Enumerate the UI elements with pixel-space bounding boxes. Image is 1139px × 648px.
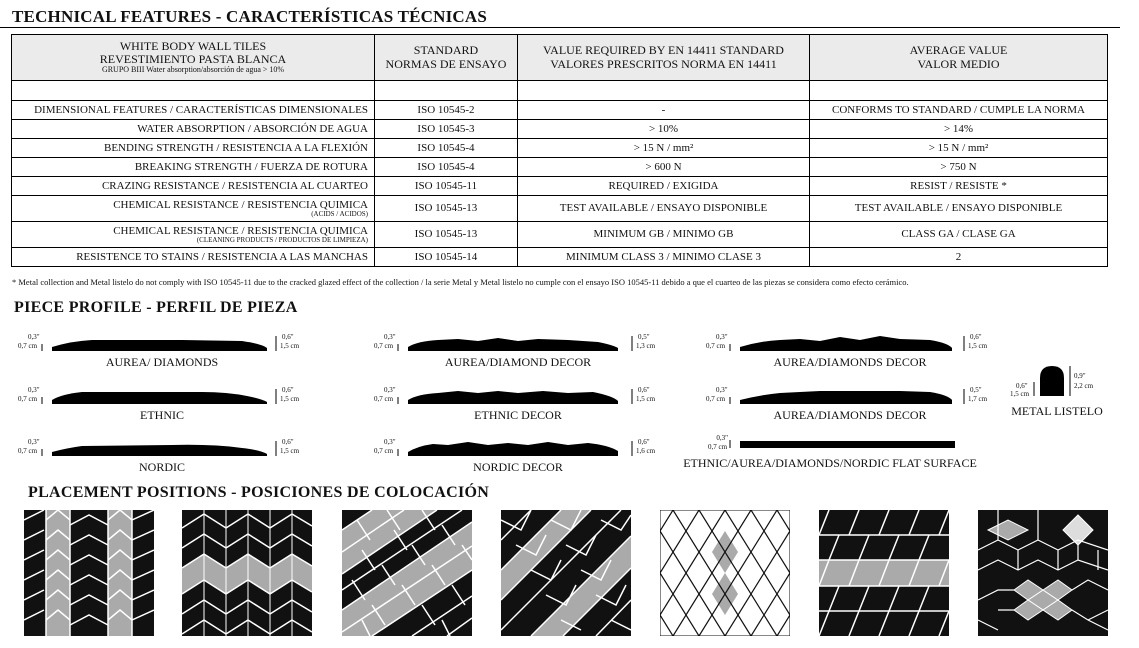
feature-text: CHEMICAL RESISTANCE / RESISTENCIA QUIMICA — [113, 198, 368, 211]
profile-shape — [12, 384, 312, 408]
right-inch: 0,6" — [282, 438, 294, 446]
average-cell: CLASS GA / CLASE GA — [810, 222, 1108, 248]
table-row — [12, 248, 1108, 267]
flat-left-cm: 0,7 cm — [708, 443, 728, 451]
profile-silhouette — [408, 391, 618, 404]
standard-cell: ISO 10545-11 — [375, 177, 518, 196]
profile-silhouette — [52, 392, 267, 404]
table-row — [12, 196, 1108, 222]
table-row — [12, 101, 1108, 120]
technical-features-table — [11, 34, 1108, 267]
header-col2-line1: STANDARD — [413, 43, 479, 58]
profile-item — [368, 384, 668, 428]
feature-cell: RESISTENCE TO STAINS / RESISTENCIA A LAS MANCHAS — [12, 248, 375, 267]
average-cell: > 15 N / mm² — [810, 139, 1108, 158]
profile-shape — [12, 331, 312, 355]
header-standard — [375, 35, 518, 81]
left-cm: 0,7 cm — [18, 447, 38, 455]
standard-cell: ISO 10545-14 — [375, 248, 518, 267]
header-average-value — [810, 35, 1108, 81]
profile-label: AUREA/DIAMOND DECOR — [444, 355, 592, 369]
pattern-star-cube — [978, 510, 1108, 636]
left-inch: 0,3" — [384, 333, 396, 341]
right-cm: 1,7 cm — [968, 395, 988, 403]
right-cm: 1,5 cm — [280, 447, 300, 455]
average-cell: CONFORMS TO STANDARD / CUMPLE LA NORMA — [810, 101, 1108, 120]
feature-subtext: (ACIDS / ACIDOS) — [311, 210, 368, 219]
right-cm: 1,5 cm — [280, 395, 300, 403]
header-col2-line2: NORMAS DE ENSAYO — [385, 56, 507, 71]
table-row — [12, 139, 1108, 158]
profile-shape — [368, 331, 668, 355]
feature-cell: BREAKING STRENGTH / FUERZA DE ROTURA — [12, 158, 375, 177]
header-col3-line2: VALORES PRESCRITOS NORMA EN 14411 — [550, 56, 777, 71]
feature-subtext: (CLEANING PRODUCTS / PRODUCTOS DE LIMPIEZA) — [196, 236, 368, 245]
feature-cell: DIMENSIONAL FEATURES / CARACTERÍSTICAS DIMENSIONALES — [12, 101, 375, 120]
profile-label: AUREA/DIAMONDS DECOR — [773, 408, 927, 422]
profile-silhouette — [408, 338, 618, 351]
right-inch: 0,6" — [638, 386, 650, 394]
listelo-left-cm: 1,5 cm — [1010, 390, 1030, 398]
profile-shape — [700, 384, 1000, 408]
standard-cell: ISO 10545-2 — [375, 101, 518, 120]
left-inch: 0,3" — [28, 386, 40, 394]
header-col3-line1: VALUE REQUIRED BY EN 14411 STANDARD — [543, 43, 784, 58]
header-required-value — [518, 35, 810, 81]
pattern-diagonal-brick-bands — [342, 510, 472, 636]
standard-cell: ISO 10545-4 — [375, 139, 518, 158]
left-cm: 0,7 cm — [706, 342, 726, 350]
profile-label: AUREA/DIAMONDS DECOR — [773, 355, 927, 369]
profile-silhouette — [740, 391, 952, 404]
left-cm: 0,7 cm — [374, 447, 394, 455]
profile-silhouette — [408, 442, 618, 456]
profile-shape — [12, 436, 312, 460]
profile-item — [700, 331, 1000, 375]
required-cell: - — [518, 101, 810, 120]
profile-item — [700, 384, 1000, 428]
left-cm: 0,7 cm — [18, 395, 38, 403]
left-inch: 0,3" — [716, 333, 728, 341]
profile-item — [12, 331, 312, 375]
profile-label: ETHNIC — [140, 408, 184, 422]
title-rule — [0, 27, 1120, 28]
piece-profile-title: PIECE PROFILE - PERFIL DE PIEZA — [14, 299, 298, 316]
profile-flat-surface — [683, 432, 1020, 476]
listelo-left-inch: 0,6" — [1016, 382, 1028, 390]
profile-metal-listelo — [1000, 362, 1120, 422]
right-inch: 0,6" — [638, 438, 650, 446]
standard-cell: ISO 10545-13 — [375, 196, 518, 222]
technical-features-title: TECHNICAL FEATURES - CARACTERÍSTICAS TÉCNICAS — [12, 7, 488, 26]
table-row — [12, 222, 1108, 248]
profile-item — [12, 436, 312, 480]
right-cm: 1,5 cm — [968, 342, 988, 350]
pattern-horizontal-zigzag-band — [182, 510, 312, 636]
required-cell: > 600 N — [518, 158, 810, 177]
required-cell: TEST AVAILABLE / ENSAYO DISPONIBLE — [518, 196, 810, 222]
right-inch: 0,5" — [970, 386, 982, 394]
header-col4-line1: AVERAGE VALUE — [909, 43, 1008, 58]
listelo-label: METAL LISTELO — [1011, 404, 1103, 418]
feature-cell — [12, 222, 375, 248]
left-inch: 0,3" — [28, 438, 40, 446]
profile-label: ETHNIC DECOR — [474, 408, 562, 422]
pattern-vertical-chevron-stripes — [24, 510, 154, 636]
flat-left-inch: 0,3" — [716, 434, 728, 442]
right-inch: 0,5" — [638, 333, 650, 341]
left-cm: 0,7 cm — [374, 342, 394, 350]
required-cell: MINIMUM CLASS 3 / MINIMO CLASE 3 — [518, 248, 810, 267]
right-cm: 1,3 cm — [636, 342, 656, 350]
table-row — [12, 120, 1108, 139]
left-cm: 0,7 cm — [706, 395, 726, 403]
left-inch: 0,3" — [28, 333, 40, 341]
pattern-horizontal-rhombus-band — [819, 510, 949, 636]
profile-shape — [368, 436, 668, 460]
flat-label: ETHNIC/AUREA/DIAMONDS/NORDIC FLAT SURFACE — [683, 456, 977, 470]
feature-cell: BENDING STRENGTH / RESISTENCIA A LA FLEXIÓN — [12, 139, 375, 158]
profile-label: AUREA/ DIAMONDS — [105, 355, 219, 369]
profile-shape — [700, 331, 1000, 355]
required-cell: REQUIRED / EXIGIDA — [518, 177, 810, 196]
header-col4-line2: VALOR MEDIO — [917, 56, 1000, 71]
standard-cell: ISO 10545-13 — [375, 222, 518, 248]
average-cell: > 14% — [810, 120, 1108, 139]
average-cell: > 750 N — [810, 158, 1108, 177]
pattern-white-rhombus-grid — [660, 510, 790, 636]
left-inch: 0,3" — [384, 438, 396, 446]
listelo-right-cm: 2,2 cm — [1074, 382, 1094, 390]
right-inch: 0,6" — [970, 333, 982, 341]
average-cell: TEST AVAILABLE / ENSAYO DISPONIBLE — [810, 196, 1108, 222]
profile-label: NORDIC — [138, 460, 185, 474]
header-tile-type — [12, 35, 375, 81]
average-cell: RESIST / RESISTE * — [810, 177, 1108, 196]
header-col1-line3: GRUPO BIII Water absorption/absorción de agua > 10% — [101, 65, 285, 75]
right-inch: 0,6" — [282, 333, 294, 341]
placement-title: PLACEMENT POSITIONS - POSICIONES DE COLOCACIÓN — [28, 484, 490, 501]
profile-silhouette — [52, 340, 267, 351]
profile-item — [368, 331, 668, 375]
left-inch: 0,3" — [716, 386, 728, 394]
right-cm: 1,5 cm — [636, 395, 656, 403]
required-cell: MINIMUM GB / MINIMO GB — [518, 222, 810, 248]
feature-cell — [12, 196, 375, 222]
flat-profile-shape — [700, 432, 1020, 452]
profile-item — [12, 384, 312, 428]
profile-silhouette — [52, 445, 267, 456]
right-cm: 1,5 cm — [280, 342, 300, 350]
left-cm: 0,7 cm — [18, 342, 38, 350]
required-cell: > 15 N / mm² — [518, 139, 810, 158]
listelo-right-inch: 0,9" — [1074, 372, 1086, 380]
table-row — [12, 177, 1108, 196]
right-inch: 0,6" — [282, 386, 294, 394]
required-cell: > 10% — [518, 120, 810, 139]
left-cm: 0,7 cm — [374, 395, 394, 403]
header-col1-line2: REVESTIMIENTO PASTA BLANCA — [99, 52, 287, 67]
profile-shape — [368, 384, 668, 408]
standard-cell: ISO 10545-4 — [375, 158, 518, 177]
profile-label: NORDIC DECOR — [473, 460, 563, 474]
pattern-diagonal-diamond-bands — [501, 510, 631, 636]
standard-cell: ISO 10545-3 — [375, 120, 518, 139]
right-cm: 1,6 cm — [636, 447, 656, 455]
feature-cell: CRAZING RESISTANCE / RESISTENCIA AL CUARTEO — [12, 177, 375, 196]
header-col1-line1: WHITE BODY WALL TILES — [119, 38, 267, 53]
table-footnote: * Metal collection and Metal listelo do not comply with ISO 10545-11 due to the cracked glazed effect of the collection / la serie Metal y Metal listelo no cumple con el ensayo ISO 10545-11 debido a que el cuarteo de las piezas se considera como efecto cerámico. — [12, 277, 909, 287]
average-cell: 2 — [810, 248, 1108, 267]
left-inch: 0,3" — [384, 386, 396, 394]
profile-silhouette — [740, 336, 952, 351]
feature-text: CHEMICAL RESISTANCE / RESISTENCIA QUIMICA — [113, 224, 368, 237]
table-row-blank — [12, 81, 1108, 101]
table-row — [12, 158, 1108, 177]
feature-cell: WATER ABSORPTION / ABSORCIÓN DE AGUA — [12, 120, 375, 139]
profile-item — [368, 436, 668, 480]
